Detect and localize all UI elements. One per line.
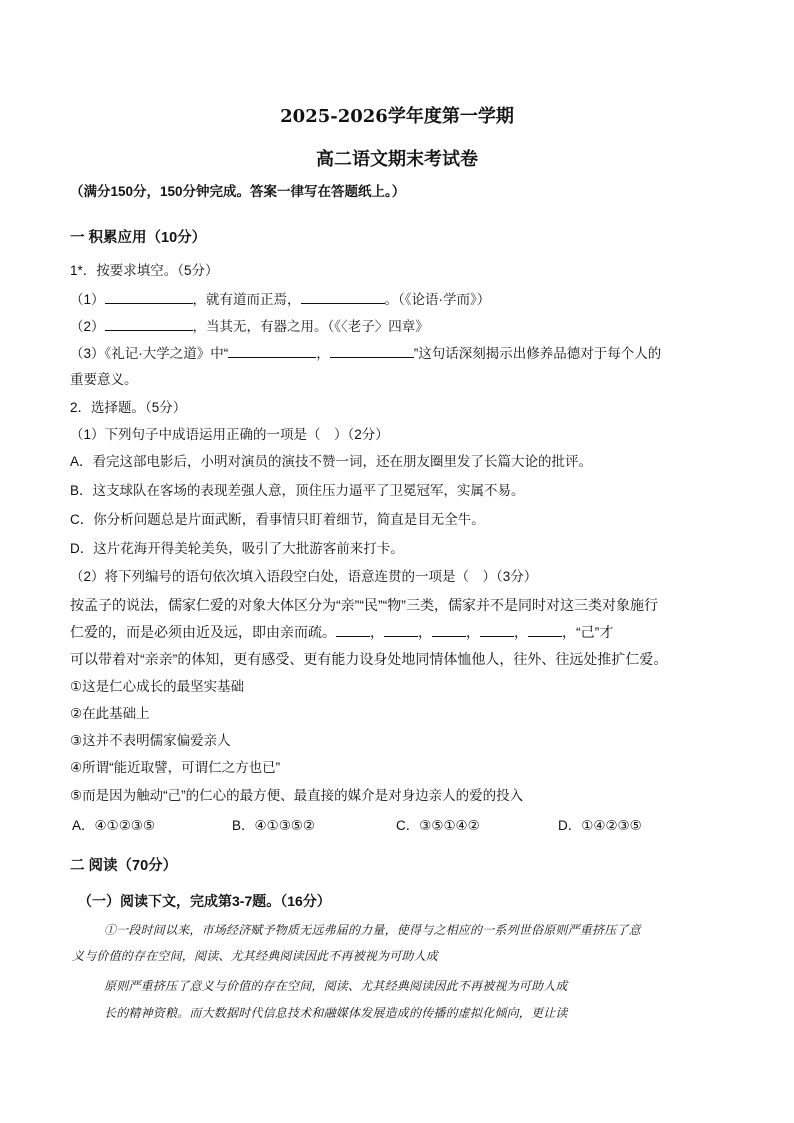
- passage-line-2: [70, 622, 724, 642]
- reading-passage-line-1: ①一段时间以来，市场经济赋予物质无远弗届的力量，使得与之相应的一系列世俗原则严重挤压了意: [104, 923, 641, 937]
- item-2-prefix: （2）: [70, 319, 105, 334]
- blank-1b[interactable]: [301, 289, 385, 304]
- blank-s4[interactable]: [480, 622, 514, 637]
- reading-passage-line-2: 义与价值的存在空间，阅读、尤其经典阅读因此不再被视为可助人成: [72, 949, 439, 963]
- passage-line-1: 按孟子的说法，儒家仁爱的对象大体区分为“亲”“民”“物”三类，儒家并不是同时对这三类对象施行: [70, 597, 658, 613]
- question-2-sub-1-stem: （1）下列句子中成语运用正确的一项是（ ）（2分）: [70, 427, 389, 442]
- answer-option-c[interactable]: C．③⑤①④②: [396, 818, 480, 833]
- sentence-5: ⑤而是因为触动“己”的仁心的最方便、最直接的媒介是对身边亲人的爱的投入: [70, 788, 524, 803]
- blank-s3[interactable]: [432, 622, 466, 637]
- option-c[interactable]: C．你分析问题总是片面武断，看事情只盯着细节，简直是目无全牛。: [70, 512, 485, 527]
- section-heading-reading: 二 阅读（70分）: [70, 858, 178, 874]
- section-heading-accumulation: 一 积累应用（10分）: [70, 230, 207, 246]
- item-2-suffix: ，当其无，有器之用。（《〈老子〉四章》: [192, 319, 429, 334]
- item-3-suffix: ”这句话深刻揭示出修养品德对于每个人的: [413, 346, 662, 361]
- sep-4: ，: [514, 624, 528, 640]
- reading-passage-line-3: 原则严重挤压了意义与价值的存在空间，阅读、尤其经典阅读因此不再被视为可助人成: [104, 979, 568, 993]
- question-1-item-2: [70, 316, 724, 337]
- reading-sub-heading: （一）阅读下文，完成第3-7题。（16分）: [78, 893, 331, 909]
- passage-line-2-end: ，“己”才: [562, 624, 614, 640]
- answer-option-b[interactable]: B．④①③⑤②: [232, 818, 316, 833]
- sep-1: ，: [370, 624, 384, 640]
- sentence-1: ①这是仁心成长的最坚实基础: [70, 679, 245, 694]
- exam-title-subject: 高二语文期末考试卷: [316, 149, 478, 170]
- blank-1a[interactable]: [105, 289, 193, 304]
- item-3-prefix: （3）《礼记·大学之道》中“: [70, 346, 229, 361]
- question-1-item-1: [70, 289, 724, 310]
- question-1-item-3-cont: 重要意义。: [70, 372, 138, 387]
- question-1-item-3: [70, 343, 724, 364]
- question-2-stem: 2．选择题。（5分）: [70, 400, 187, 415]
- sep-2: ，: [418, 624, 432, 640]
- reading-passage-line-4: 长的精神资粮。而大数据时代信息技术和融媒体发展造成的传播的虚拟化倾向，更让读: [104, 1006, 568, 1020]
- answer-option-a[interactable]: A．④①②③⑤: [72, 818, 156, 833]
- exam-title-year: 2025-2026学年度第一学期: [280, 106, 514, 127]
- blank-2a[interactable]: [105, 316, 193, 331]
- blank-3b[interactable]: [330, 343, 414, 358]
- sentence-4: ④所谓“能近取譬，可谓仁之方也已”: [70, 760, 281, 775]
- option-d[interactable]: D．这片花海开得美轮美奂，吸引了大批游客前来打卡。: [70, 541, 404, 556]
- item-1-suffix: 。（《论语·学而》）: [384, 292, 491, 307]
- item-1-prefix: （1）: [70, 292, 105, 307]
- item-1-mid: ，就有道而正焉，: [192, 292, 301, 307]
- question-1-stem: 1*．按要求填空。（5分）: [70, 263, 219, 278]
- passage-line-2-text: 仁爱的，而是必须由近及远，即由亲而疏。: [70, 624, 336, 640]
- question-2-sub-2-stem: （2）将下列编号的语句依次填入语段空白处，语意连贯的一项是（ ）（3分）: [70, 569, 538, 584]
- passage-line-3: 可以带着对“亲亲”的体知，更有感受、更有能力设身处地同情体恤他人，往外、往远处推扩仁爱。: [70, 651, 668, 667]
- blank-s1[interactable]: [336, 622, 370, 637]
- option-a[interactable]: A．看完这部电影后，小明对演员的演技不赞一词，还在朋友圈里发了长篇大论的批评。: [70, 454, 593, 469]
- sentence-3: ③这并不表明儒家偏爱亲人: [70, 733, 231, 748]
- sentence-2: ②在此基础上: [70, 706, 150, 721]
- blank-s2[interactable]: [384, 622, 418, 637]
- item-3-mid: ，: [316, 346, 330, 361]
- blank-s5[interactable]: [528, 622, 562, 637]
- answer-option-d[interactable]: D．①④②③⑤: [558, 818, 642, 833]
- sep-3: ，: [466, 624, 480, 640]
- option-b[interactable]: B．这支球队在客场的表现差强人意，顶住压力逼平了卫冕冠军，实属不易。: [70, 483, 525, 498]
- blank-3a[interactable]: [228, 343, 316, 358]
- exam-note: （满分150分，150分钟完成。答案一律写在答题纸上。）: [70, 184, 406, 199]
